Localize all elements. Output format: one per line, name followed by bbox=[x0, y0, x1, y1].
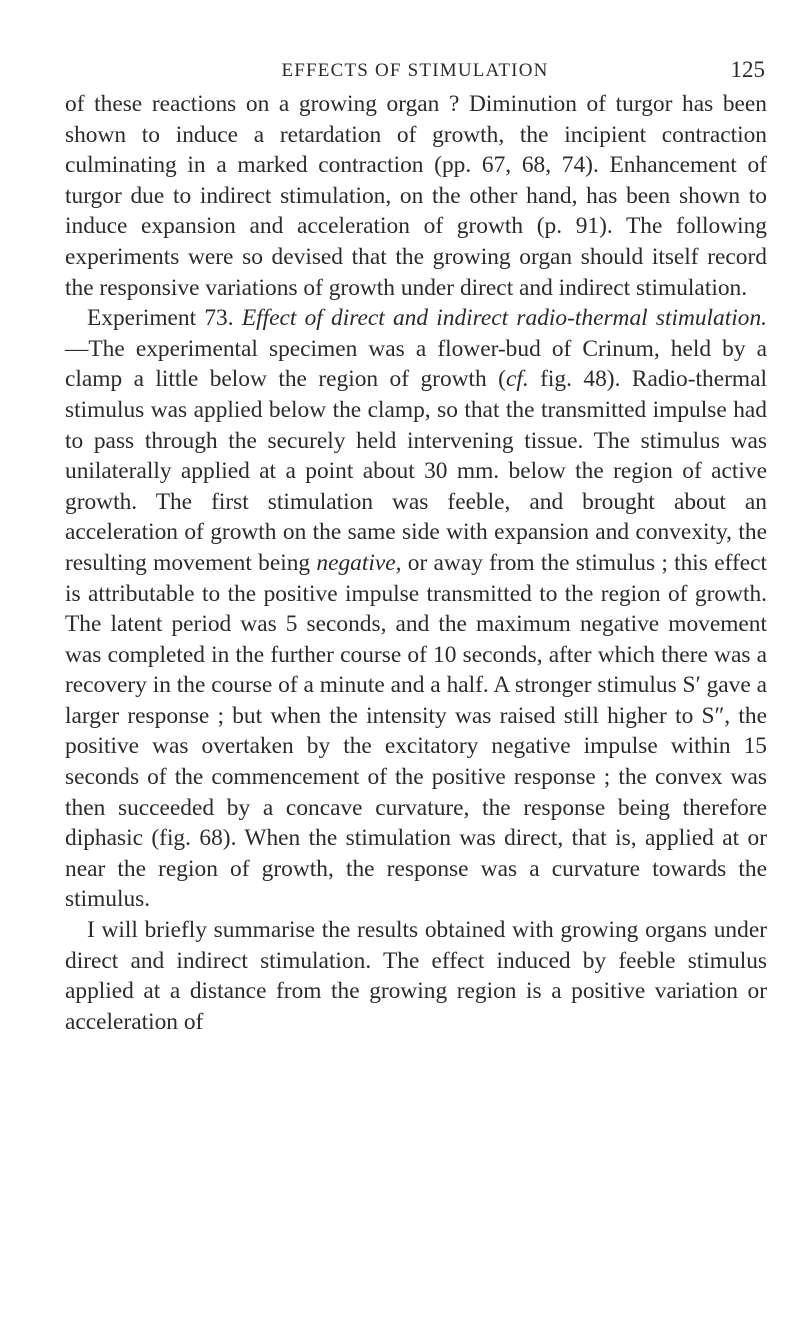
paragraph-summary bbox=[65, 915, 767, 1037]
italic-term: negative, bbox=[316, 549, 402, 576]
text-run: I will briefly summarise the results obtained with growing organs under direct and indirect stimulation. The effect induced by feeble stimulus applied at a distance from the growing region is a positive variation or acceleration of bbox=[65, 917, 767, 1035]
paragraph-experiment-73 bbox=[65, 303, 767, 915]
text-run: or away from the stimulus ; this effect is attributable to the positive impulse transmitted to the region of growth. The latent period was 5 seconds, and the maximum negative movement was completed in the further course of 10 seconds, after which there was a recovery in the course of a minute and a half. A stronger stimulus S′ gave a larger response ; but when the intensity was raised still higher to S″, the positive was overtaken by the excitatory negative impulse within 15 seconds of the commencement of the positive response ; the convex was then succeeded by a concave curvature, the response being therefore diphasic (fig. 68). When the stimulation was direct, that is, applied at or near the region of growth, the response was a curvature towards the stimulus. bbox=[65, 549, 767, 913]
running-head bbox=[65, 57, 765, 90]
body-text bbox=[65, 89, 767, 1037]
text-run: of these reactions on a growing organ ? Diminution of turgor has been shown to induce a retardation of growth, the incipient contraction culminating in a marked contraction (pp. 67, 68, 74). Enhancement of turgor due to indirect stimulation, on the other hand, has been shown to induce expansion and acceleration of growth (p. 91). The following experiments were so devised that the growing organ should itself record the responsive variations of growth under direct and indirect stimulation. bbox=[65, 91, 767, 301]
text-run: fig. 48). Radio-thermal stimulus was applied below the clamp, so that the transmitted impulse had to pass through the securely held intervening tissue. The stimulus was unilaterally applied at a point about 30 mm. below the region of active growth. The first stimulation was feeble, and brought about an acceleration of growth on the same side with expansion and convexity, the resulting movement being bbox=[65, 366, 767, 576]
page-number: 125 bbox=[730, 57, 765, 82]
paragraph-continuation bbox=[65, 89, 767, 303]
experiment-label: Experiment 73. bbox=[87, 305, 242, 332]
text-run: —The experimental specimen was a flower-bud of Crinum, held by a clamp a little below the region of growth ( bbox=[65, 335, 767, 393]
running-title: EFFECTS OF STIMULATION bbox=[281, 60, 549, 81]
italic-reference: cf. bbox=[505, 366, 529, 393]
experiment-title: Effect of direct and indirect radio-thermal stimulation. bbox=[241, 305, 767, 332]
